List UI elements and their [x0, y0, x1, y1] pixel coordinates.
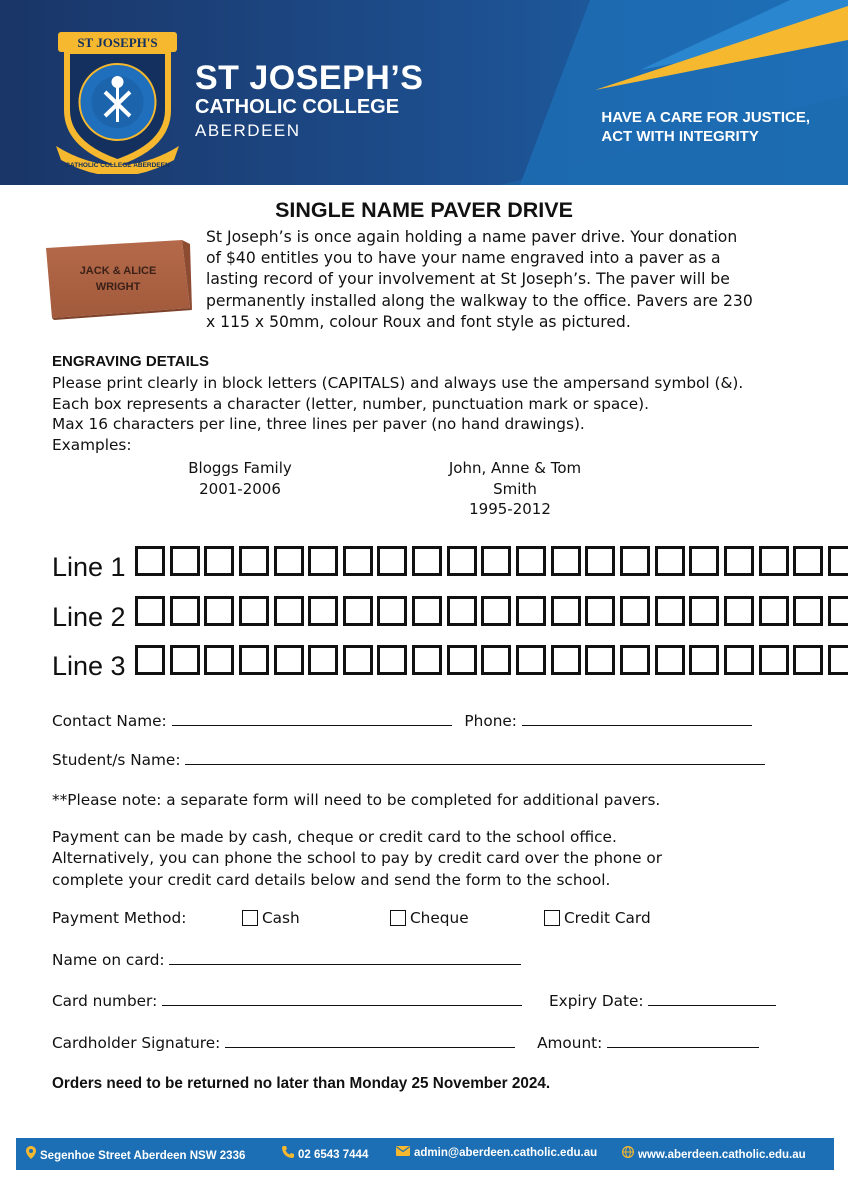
- character-box[interactable]: [447, 645, 477, 675]
- character-box[interactable]: [343, 546, 373, 576]
- footer-website-text[interactable]: www.aberdeen.catholic.edu.au: [638, 1149, 806, 1161]
- payment-info: [52, 827, 792, 891]
- phone-field[interactable]: [522, 711, 752, 726]
- card-number-row: [52, 991, 776, 1011]
- intro-paragraph: [206, 227, 796, 333]
- character-box[interactable]: [828, 546, 848, 576]
- character-box[interactable]: [274, 645, 304, 675]
- map-pin-icon: [26, 1146, 36, 1162]
- character-box[interactable]: [585, 645, 615, 675]
- character-box[interactable]: [551, 645, 581, 675]
- footer-email-text[interactable]: admin@aberdeen.catholic.edu.au: [414, 1147, 598, 1159]
- character-box[interactable]: [343, 645, 373, 675]
- character-box[interactable]: [308, 645, 338, 675]
- character-box[interactable]: [620, 596, 650, 626]
- expiry-date-label: Expiry Date:: [548, 992, 644, 1010]
- character-box[interactable]: [724, 596, 754, 626]
- college-crest-logo: [50, 24, 185, 174]
- students-name-field[interactable]: [185, 750, 765, 765]
- character-box[interactable]: [239, 596, 269, 626]
- example-line: Smith: [493, 479, 537, 498]
- footer-phone-text: 02 6543 7444: [298, 1149, 369, 1161]
- payment-option-credit-card[interactable]: [544, 908, 651, 928]
- engraving-instruction: Max 16 characters per line, three lines per paver (no hand drawings).: [52, 415, 585, 434]
- college-location: ABERDEEN: [195, 121, 301, 140]
- character-box[interactable]: [239, 645, 269, 675]
- phone-label: Phone:: [464, 712, 517, 730]
- example-2: [430, 458, 600, 520]
- engraving-heading: ENGRAVING DETAILS: [52, 353, 209, 370]
- character-box[interactable]: [274, 546, 304, 576]
- intro-line: x 115 x 50mm, colour Roux and font style as pictured.: [206, 312, 631, 331]
- character-box[interactable]: [447, 546, 477, 576]
- college-motto: [601, 108, 810, 146]
- college-name: [195, 60, 423, 142]
- svg-text:ST JOSEPH'S: ST JOSEPH'S: [77, 35, 158, 50]
- cash-checkbox[interactable]: [242, 910, 258, 926]
- character-box[interactable]: [689, 546, 719, 576]
- examples-label: Examples:: [52, 436, 132, 455]
- character-box[interactable]: [724, 645, 754, 675]
- intro-line: lasting record of your involvement at St Joseph’s. The paver will be: [206, 270, 730, 289]
- svg-text:CATHOLIC COLLEGE ABERDEEN: CATHOLIC COLLEGE ABERDEEN: [65, 162, 170, 169]
- character-boxes[interactable]: [135, 596, 848, 626]
- example-line: 2001-2006: [199, 479, 281, 498]
- character-box[interactable]: [377, 645, 407, 675]
- character-box[interactable]: [516, 645, 546, 675]
- name-on-card-row: [52, 950, 521, 970]
- line-label: Line 3: [52, 651, 126, 681]
- amount-field[interactable]: [607, 1033, 759, 1048]
- phone-icon: [282, 1146, 294, 1161]
- engraving-instruction: Please print clearly in block letters (CAPITALS) and always use the ampersand symbol (&).: [52, 373, 744, 392]
- character-box[interactable]: [655, 546, 685, 576]
- payment-method-row: [52, 908, 812, 930]
- mail-icon: [396, 1146, 410, 1159]
- payment-method-label: Payment Method:: [52, 909, 187, 927]
- college-name-line1: ST JOSEPH’S: [195, 59, 424, 97]
- additional-pavers-note: **Please note: a separate form will need to be completed for additional pavers.: [52, 791, 661, 809]
- character-box[interactable]: [412, 596, 442, 626]
- intro-line: St Joseph’s is once again holding a name paver drive. Your donation: [206, 228, 738, 246]
- footer-email[interactable]: [396, 1146, 597, 1159]
- character-box[interactable]: [828, 645, 848, 675]
- character-box[interactable]: [689, 645, 719, 675]
- character-boxes[interactable]: [135, 546, 848, 576]
- character-box[interactable]: [551, 546, 581, 576]
- payment-info-line: Payment can be made by cash, cheque or credit card to the school office.: [52, 828, 617, 846]
- character-box[interactable]: [274, 596, 304, 626]
- character-box[interactable]: [412, 546, 442, 576]
- intro-line: of $40 entitles you to have your name engraved into a paver as a: [206, 249, 721, 268]
- name-on-card-label: Name on card:: [52, 951, 165, 969]
- credit-card-checkbox[interactable]: [544, 910, 560, 926]
- character-box[interactable]: [135, 645, 165, 675]
- college-name-line2: CATHOLIC COLLEGE: [195, 96, 400, 118]
- character-box[interactable]: [170, 546, 200, 576]
- intro-line: permanently installed along the walkway to the office. Pavers are 230: [206, 291, 753, 310]
- character-box[interactable]: [724, 546, 754, 576]
- contact-name-field[interactable]: [172, 711, 452, 726]
- paver-brick-image: [42, 238, 192, 320]
- character-box[interactable]: [481, 645, 511, 675]
- character-box[interactable]: [516, 596, 546, 626]
- cardholder-signature-label: Cardholder Signature:: [52, 1034, 221, 1052]
- character-box[interactable]: [135, 596, 165, 626]
- motto-line2: ACT WITH INTEGRITY: [601, 128, 759, 145]
- footer-address-text: Segenhoe Street Aberdeen NSW 2336: [40, 1150, 246, 1162]
- payment-option-cash[interactable]: [242, 908, 300, 928]
- example-line: John, Anne & Tom: [448, 459, 582, 477]
- footer-website[interactable]: [622, 1146, 806, 1161]
- cardholder-signature-field[interactable]: [225, 1033, 515, 1048]
- signature-row: [52, 1033, 759, 1053]
- character-box[interactable]: [759, 546, 789, 576]
- character-box[interactable]: [481, 596, 511, 626]
- cheque-label: Cheque: [410, 909, 469, 927]
- contact-name-label: Contact Name:: [52, 712, 167, 730]
- svg-text:JACK & ALICE: JACK & ALICE: [79, 265, 157, 277]
- globe-icon: [622, 1146, 634, 1161]
- character-box[interactable]: [308, 596, 338, 626]
- character-box[interactable]: [204, 546, 234, 576]
- line-label: Line 2: [52, 602, 126, 632]
- footer-phone: [282, 1146, 368, 1161]
- character-box[interactable]: [585, 546, 615, 576]
- character-box[interactable]: [759, 645, 789, 675]
- footer-address: [26, 1146, 245, 1162]
- example-1: [180, 458, 300, 499]
- character-boxes[interactable]: [135, 645, 848, 675]
- character-box[interactable]: [377, 596, 407, 626]
- character-box[interactable]: [585, 596, 615, 626]
- motto-line1: HAVE A CARE FOR JUSTICE,: [601, 109, 810, 126]
- engraving-instruction: Each box represents a character (letter, number, punctuation mark or space).: [52, 394, 649, 413]
- character-box[interactable]: [689, 596, 719, 626]
- card-number-field[interactable]: [162, 991, 522, 1006]
- character-box[interactable]: [170, 596, 200, 626]
- payment-option-cheque[interactable]: [390, 908, 469, 928]
- payment-info-line: Alternatively, you can phone the school to pay by credit card over the phone or: [52, 849, 663, 868]
- character-box[interactable]: [828, 596, 848, 626]
- contact-row: [52, 711, 752, 731]
- name-on-card-field[interactable]: [169, 950, 521, 965]
- character-box[interactable]: [759, 596, 789, 626]
- character-box[interactable]: [204, 645, 234, 675]
- character-box[interactable]: [377, 546, 407, 576]
- character-box[interactable]: [447, 596, 477, 626]
- expiry-date-field[interactable]: [648, 991, 776, 1006]
- character-box[interactable]: [239, 546, 269, 576]
- character-box[interactable]: [655, 645, 685, 675]
- orders-deadline: Orders need to be returned no later than Monday 25 November 2024.: [52, 1075, 551, 1092]
- character-box[interactable]: [308, 546, 338, 576]
- character-box[interactable]: [793, 645, 823, 675]
- character-box[interactable]: [620, 645, 650, 675]
- footer-bar: [16, 1138, 834, 1170]
- character-box[interactable]: [551, 596, 581, 626]
- card-number-label: Card number:: [52, 992, 158, 1010]
- page-title: SINGLE NAME PAVER DRIVE: [275, 198, 573, 222]
- engraving-details: [52, 352, 812, 456]
- character-box[interactable]: [135, 546, 165, 576]
- character-box[interactable]: [793, 596, 823, 626]
- students-name-label: Student/s Name:: [52, 751, 181, 769]
- character-box[interactable]: [343, 596, 373, 626]
- cheque-checkbox[interactable]: [390, 910, 406, 926]
- character-box[interactable]: [516, 546, 546, 576]
- character-box[interactable]: [204, 596, 234, 626]
- example-line: Bloggs Family: [188, 459, 292, 477]
- header-banner: [0, 0, 848, 185]
- character-box[interactable]: [793, 546, 823, 576]
- amount-label: Amount:: [537, 1034, 603, 1052]
- payment-info-line: complete your credit card details below and send the form to the school.: [52, 870, 611, 889]
- credit-card-label: Credit Card: [564, 909, 651, 927]
- cash-label: Cash: [262, 909, 300, 927]
- character-box[interactable]: [481, 546, 511, 576]
- line-label: Line 1: [52, 552, 126, 582]
- student-row: [52, 750, 765, 770]
- character-box[interactable]: [412, 645, 442, 675]
- svg-text:WRIGHT: WRIGHT: [95, 281, 141, 293]
- example-line: 1995-2012: [469, 500, 551, 518]
- character-box[interactable]: [170, 645, 200, 675]
- character-box[interactable]: [620, 546, 650, 576]
- character-box[interactable]: [655, 596, 685, 626]
